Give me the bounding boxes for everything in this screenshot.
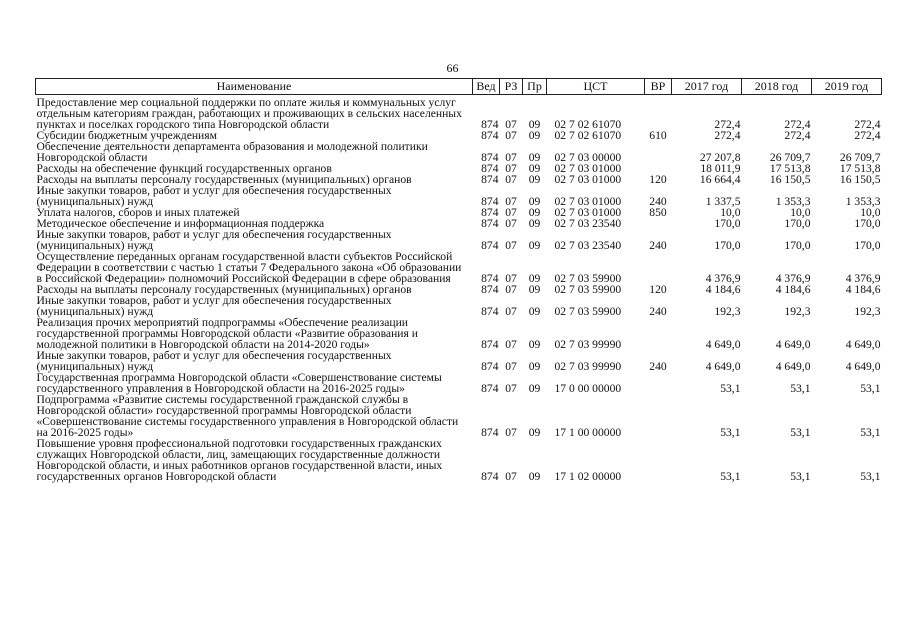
row-pr: 09 xyxy=(528,239,541,252)
row-ved: 874 xyxy=(481,173,499,186)
row-2019: 16 150,5 xyxy=(839,173,881,186)
row-ved: 874 xyxy=(481,239,499,252)
row-cst: 02 7 03 23540 xyxy=(554,217,622,230)
row-name: Иные закупки товаров, работ и услуг для обеспечения государственных (муниципальных) нужд xyxy=(36,184,392,208)
row-2019: 17 513,8 xyxy=(839,162,881,175)
row-2019: 10,0 xyxy=(860,206,881,219)
row-name: Реализация прочих мероприятий подпрограммы «Обеспечение реализации государственной программы Новгородской области «Развитие образования и молодежной политики в Новгородской области на 2014-2020 годы» xyxy=(36,316,418,351)
row-2019: 26 709,7 xyxy=(839,151,881,164)
row-ved: 874 xyxy=(481,470,499,483)
row-name: Методическое обеспечение и информационная поддержка xyxy=(36,217,325,230)
row-pr: 09 xyxy=(528,338,541,351)
row-ved: 874 xyxy=(481,217,499,230)
row-pr: 09 xyxy=(528,272,541,285)
row-rz: 07 xyxy=(505,173,517,186)
header-ved: Вед xyxy=(473,79,500,95)
row-pr: 09 xyxy=(528,470,541,483)
row-cst: 17 1 00 00000 xyxy=(554,426,622,439)
row-vr: 850 xyxy=(649,206,667,219)
row-ved: 874 xyxy=(481,195,499,208)
row-name: Государственная программа Новгородской области «Совершенствование системы государственного управления в Новгородской области на 2016-2025 годы» xyxy=(36,371,442,395)
row-ved: 874 xyxy=(481,162,499,175)
row-pr: 09 xyxy=(528,195,541,208)
row-vr xyxy=(645,438,672,482)
header-2017: 2017 год xyxy=(672,79,742,95)
row-rz: 07 xyxy=(505,206,517,219)
row-name: Расходы на выплаты персоналу государственных (муниципальных) органов xyxy=(36,173,412,186)
row-rz: 07 xyxy=(505,305,517,318)
row-2018: 170,0 xyxy=(784,239,811,252)
table-body xyxy=(36,95,882,483)
table-row xyxy=(36,185,882,207)
table-row xyxy=(36,229,882,251)
row-rz: 07 xyxy=(505,360,517,373)
row-cst: 02 7 03 23540 xyxy=(554,239,622,252)
row-2019: 272,4 xyxy=(854,118,881,131)
page-number: 66 xyxy=(446,61,459,75)
row-rz: 07 xyxy=(505,382,517,395)
row-2018: 170,0 xyxy=(784,217,811,230)
row-pr: 09 xyxy=(528,382,541,395)
row-pr: 09 xyxy=(528,360,541,373)
row-cst: 02 7 03 00000 xyxy=(554,151,622,164)
row-2017: 18 011,9 xyxy=(700,162,741,175)
table-header xyxy=(36,79,882,95)
row-rz: 07 xyxy=(505,283,517,296)
budget-table xyxy=(35,78,882,482)
header-cst: ЦСТ xyxy=(547,79,645,95)
row-rz: 07 xyxy=(505,239,517,252)
row-2019: 53,1 xyxy=(860,470,881,483)
header-2018: 2018 год xyxy=(742,79,812,95)
row-2019: 4 184,6 xyxy=(845,283,881,296)
row-rz: 07 xyxy=(505,118,517,131)
row-vr: 610 xyxy=(649,129,667,142)
row-2019: 272,4 xyxy=(854,129,881,142)
row-vr: 240 xyxy=(649,239,667,252)
row-vr: 240 xyxy=(649,305,667,318)
header-pr: Пр xyxy=(523,79,547,95)
row-vr xyxy=(645,141,672,163)
row-2018: 16 150,5 xyxy=(769,173,811,186)
row-2018: 272,4 xyxy=(784,129,811,142)
row-name: Расходы на выплаты персоналу государственных (муниципальных) органов xyxy=(36,283,412,296)
row-2017: 272,4 xyxy=(714,129,741,142)
row-2019: 4 649,0 xyxy=(845,360,881,373)
row-rz: 07 xyxy=(505,162,517,175)
row-name: Иные закупки товаров, работ и услуг для обеспечения государственных (муниципальных) нужд xyxy=(36,228,392,252)
header-2019: 2019 год xyxy=(812,79,882,95)
row-cst: 02 7 03 99990 xyxy=(554,338,622,351)
row-vr xyxy=(645,317,672,350)
table-row xyxy=(36,394,882,438)
row-vr xyxy=(645,394,672,438)
row-2019: 192,3 xyxy=(854,305,881,318)
row-ved: 874 xyxy=(481,305,499,318)
row-2018: 26 709,7 xyxy=(769,151,811,164)
row-2018: 192,3 xyxy=(784,305,811,318)
row-2019: 1 353,3 xyxy=(845,195,881,208)
row-2017: 170,0 xyxy=(714,217,741,230)
row-name: Подпрограмма «Развитие системы государственной гражданской службы в Новгородской области» государственной программы Новгородской области «Совершенствование системы государственного управления в Новгородской области на 2016-2025 годы» xyxy=(36,393,459,439)
row-2018: 4 376,9 xyxy=(775,272,811,285)
row-pr: 09 xyxy=(528,151,541,164)
row-2017: 53,1 xyxy=(720,470,741,483)
row-2017: 272,4 xyxy=(714,118,741,131)
row-rz: 07 xyxy=(505,426,517,439)
row-2018: 272,4 xyxy=(784,118,811,131)
row-2017: 53,1 xyxy=(720,426,741,439)
row-2018: 17 513,8 xyxy=(769,162,811,175)
table-row xyxy=(36,350,882,372)
row-name: Повышение уровня профессиональной подготовки государственных гражданских служащих Новгородской области, лиц, замещающих государственные должности Новгородской области, и иных работников органов государственной власти, иных государственных органов Новгородской области xyxy=(36,437,443,483)
row-rz: 07 xyxy=(505,151,517,164)
row-name: Уплата налогов, сборов и иных платежей xyxy=(36,206,240,219)
row-2019: 170,0 xyxy=(854,217,881,230)
row-cst: 02 7 03 01000 xyxy=(554,173,622,186)
row-vr: 120 xyxy=(649,283,667,296)
row-ved: 874 xyxy=(481,338,499,351)
row-pr: 09 xyxy=(528,283,541,296)
row-2018: 4 649,0 xyxy=(775,338,811,351)
row-vr xyxy=(645,372,672,394)
row-2019: 53,1 xyxy=(860,382,881,395)
row-name: Предоставление мер социальной поддержки по оплате жилья и коммунальных услуг отдельным категориям граждан, работающих и проживающих в сельских населенных пунктах и поселках городского типа Новгородской области xyxy=(36,96,462,131)
row-2018: 4 649,0 xyxy=(775,360,811,373)
header-rz: РЗ xyxy=(500,79,523,95)
row-name: Иные закупки товаров, работ и услуг для обеспечения государственных (муниципальных) нужд xyxy=(36,294,392,318)
row-vr: 240 xyxy=(649,195,667,208)
row-ved: 874 xyxy=(481,360,499,373)
row-name: Осуществление переданных органам государственной власти субъектов Российской Федерации в соответствии с частью 1 статьи 7 Федерального закона «Об образовании в Российской Федерации» полномочий Российской Федерации в сфере образования xyxy=(36,250,462,285)
row-name: Обеспечение деятельности департамента образования и молодежной политики Новгородской области xyxy=(36,140,428,164)
row-cst: 02 7 02 61070 xyxy=(554,118,622,131)
row-pr: 09 xyxy=(528,129,541,142)
row-2017: 10,0 xyxy=(720,206,741,219)
row-ved: 874 xyxy=(481,151,499,164)
row-2017: 4 649,0 xyxy=(705,360,741,373)
row-2017: 16 664,4 xyxy=(699,173,741,186)
row-2019: 53,1 xyxy=(860,426,881,439)
row-rz: 07 xyxy=(505,470,517,483)
row-cst: 02 7 03 01000 xyxy=(554,162,622,175)
row-cst: 02 7 03 01000 xyxy=(554,206,622,219)
row-2017: 4 649,0 xyxy=(705,338,741,351)
row-cst: 02 7 03 99990 xyxy=(554,360,622,373)
row-2017: 4 376,9 xyxy=(705,272,741,285)
row-2019: 4 376,9 xyxy=(845,272,881,285)
row-2018: 53,1 xyxy=(790,426,811,439)
row-pr: 09 xyxy=(528,162,541,175)
row-vr: 120 xyxy=(649,173,667,186)
row-name: Иные закупки товаров, работ и услуг для обеспечения государственных (муниципальных) нужд xyxy=(36,349,392,373)
row-2017: 27 207,8 xyxy=(699,151,741,164)
row-2017: 53,1 xyxy=(720,382,741,395)
row-rz: 07 xyxy=(505,217,517,230)
row-2018: 10,0 xyxy=(790,206,811,219)
row-2018: 53,1 xyxy=(790,382,811,395)
row-name: Расходы на обеспечение функций государственных органов xyxy=(36,162,332,175)
row-cst: 02 7 03 59900 xyxy=(554,272,622,285)
row-ved: 874 xyxy=(481,272,499,285)
header-name: Наименование xyxy=(36,79,473,95)
row-rz: 07 xyxy=(505,195,517,208)
row-ved: 874 xyxy=(481,118,499,131)
row-ved: 874 xyxy=(481,206,499,219)
row-2017: 170,0 xyxy=(714,239,741,252)
table-row xyxy=(36,372,882,394)
row-pr: 09 xyxy=(528,426,541,439)
row-vr xyxy=(645,251,672,284)
row-cst: 02 7 02 61070 xyxy=(554,129,622,142)
row-rz: 07 xyxy=(505,272,517,285)
table-row xyxy=(36,141,882,163)
row-pr: 09 xyxy=(528,206,541,219)
header-vr: ВР xyxy=(645,79,672,95)
row-name: Субсидии бюджетным учреждениям xyxy=(36,129,217,142)
table-row xyxy=(36,438,882,482)
row-vr xyxy=(645,97,672,130)
row-vr: 240 xyxy=(649,360,667,373)
row-vr xyxy=(645,218,672,229)
row-2017: 4 184,6 xyxy=(705,283,741,296)
row-2017: 1 337,5 xyxy=(705,195,741,208)
table-row xyxy=(36,251,882,284)
row-ved: 874 xyxy=(481,283,499,296)
table-row xyxy=(36,317,882,350)
row-pr: 09 xyxy=(528,173,541,186)
row-2018: 1 353,3 xyxy=(775,195,811,208)
table-row xyxy=(36,295,882,317)
row-cst: 02 7 03 01000 xyxy=(554,195,622,208)
row-rz: 07 xyxy=(505,129,517,142)
row-ved: 874 xyxy=(481,382,499,395)
row-pr: 09 xyxy=(528,118,541,131)
row-2017: 192,3 xyxy=(714,305,741,318)
row-pr: 09 xyxy=(528,217,541,230)
row-cst: 02 7 03 59900 xyxy=(554,283,622,296)
row-cst: 17 1 02 00000 xyxy=(554,470,622,483)
row-cst: 02 7 03 59900 xyxy=(554,305,622,318)
row-2019: 170,0 xyxy=(854,239,881,252)
row-ved: 874 xyxy=(481,129,499,142)
row-cst: 17 0 00 00000 xyxy=(554,382,622,395)
row-2019: 4 649,0 xyxy=(845,338,881,351)
row-2018: 4 184,6 xyxy=(775,283,811,296)
row-rz: 07 xyxy=(505,338,517,351)
row-pr: 09 xyxy=(528,305,541,318)
table-row xyxy=(36,97,882,130)
row-ved: 874 xyxy=(481,426,499,439)
row-2018: 53,1 xyxy=(790,470,811,483)
